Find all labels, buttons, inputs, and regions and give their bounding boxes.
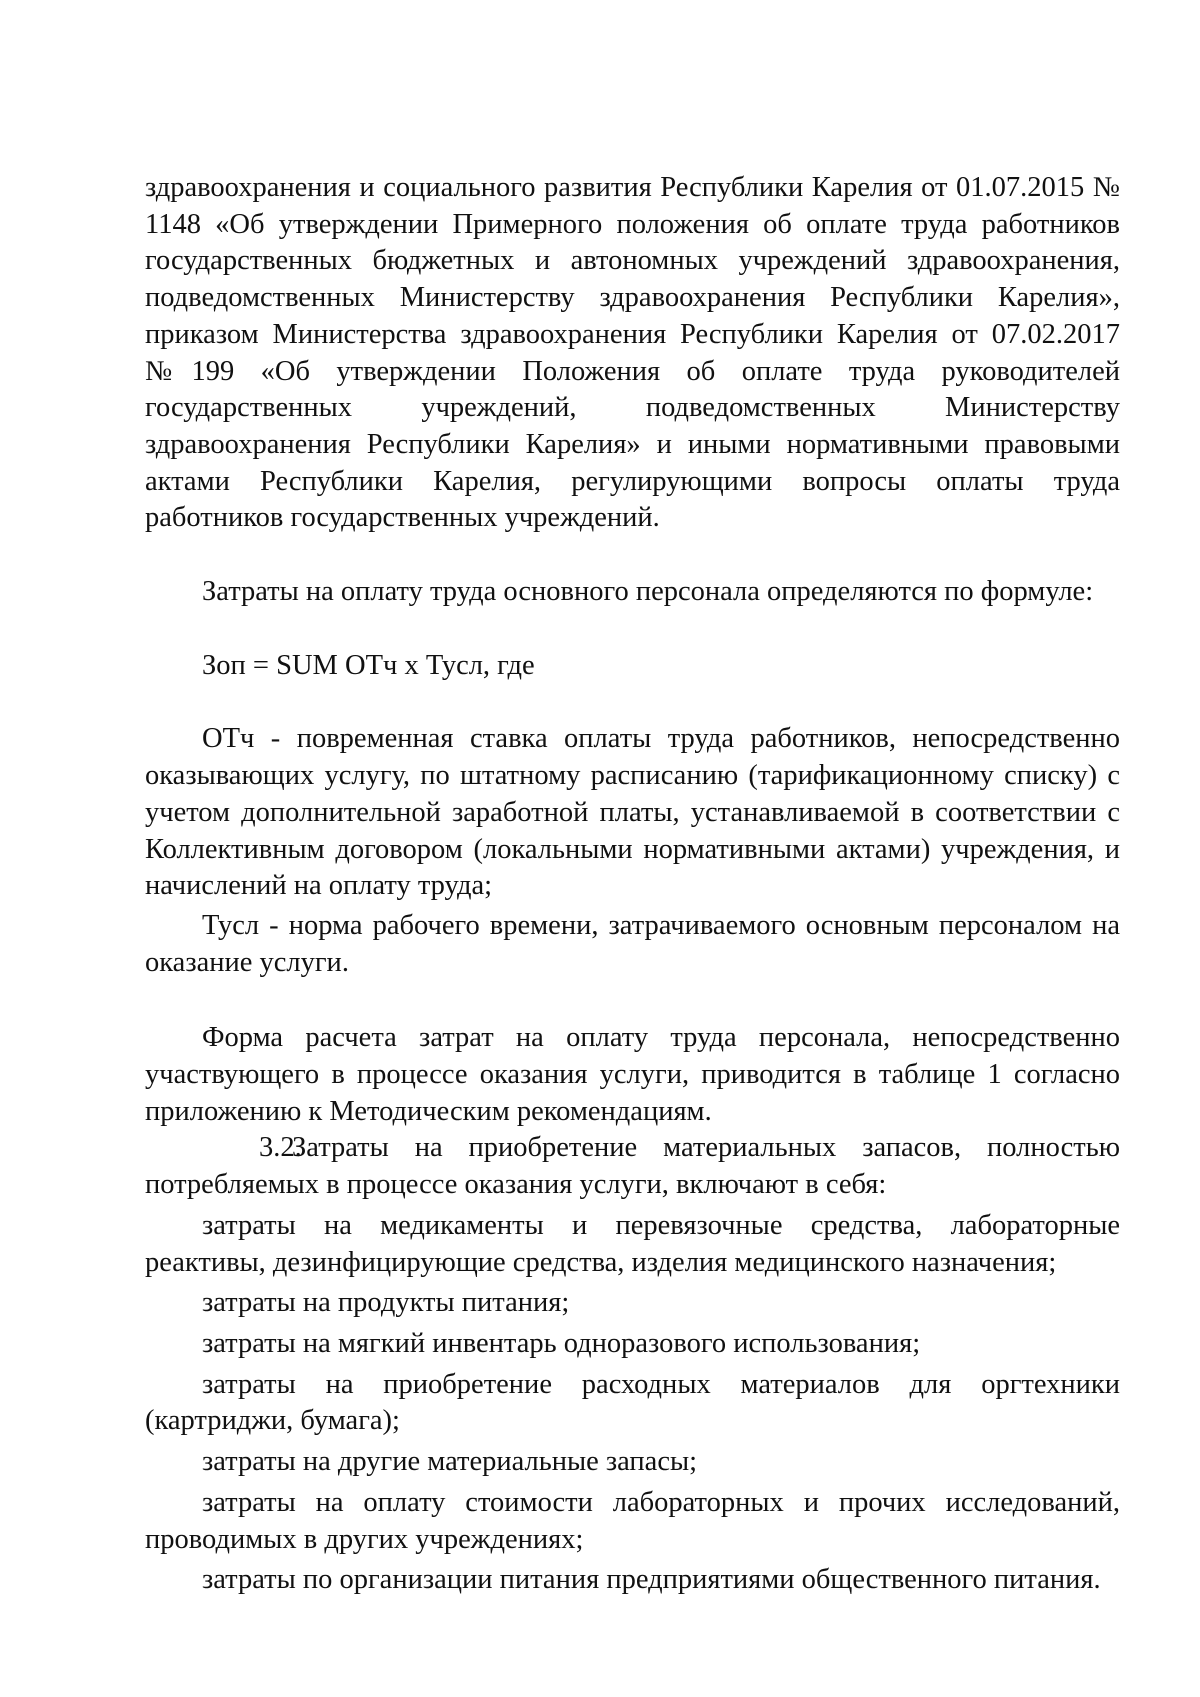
section-number: 3.2. — [259, 1132, 302, 1164]
section-3-2-paragraph — [145, 1130, 1120, 1203]
list-item: затраты на медикаменты и перевязочные средства, лабораторные реактивы, дезинфицирующие средства, изделия медицинского назначения; — [145, 1209, 1120, 1278]
section-3-2-text: Затраты на приобретение материальных запасов, полностью потребляемых в процессе оказания услуги, включают в себя: — [145, 1132, 1120, 1201]
intro-paragraph: здравоохранения и социального развития Республики Карелия от 01.07.2015 № 1148 «Об утверждении Примерного положения об оплате труда работников государственных бюджетных и автономных учреждений здравоохранения, подведомственных Министерству здравоохранения Республики Карелия», приказом Министерства здравоохранения Республики Карелия от 07.02.2017 №199 «Об утверждении Положения об оплате труда руководителей государственных учреждений, подведомственных Министерству здравоохранения Республики Карелия» и иными нормативными правовыми актами Республики Карелия, регулирующими вопросы оплаты труда работников государственных учреждений. — [145, 172, 1120, 534]
list-item: затраты на мягкий инвентарь одноразового использования; — [202, 1327, 921, 1359]
list-item: затраты на приобретение расходных материалов для оргтехники (картриджи, бумага); — [145, 1368, 1120, 1437]
list-item: затраты на другие материальные запасы; — [202, 1446, 698, 1478]
labor-costs-formula: Зоп = SUM ОТч х Тусл, где — [202, 649, 535, 681]
labor-costs-form-note: Форма расчета затрат на оплату труда персонала, непосредственно участвующего в процессе оказания услуги, приводится в таблице 1 согласно приложению к Методическим рекомендациям. — [145, 1022, 1120, 1127]
document-page — [145, 170, 1120, 1599]
list-item: затраты на оплату стоимости лабораторных и прочих исследований, проводимых в других учреждениях; — [145, 1486, 1120, 1555]
formula-term-otch: ОТч - повременная ставка оплаты труда работников, непосредственно оказывающих услугу, по штатному расписанию (тарификационному списку) с учетом дополнительной заработной платы, устанавливаемой в соответствии с Коллективным договором (локальными нормативными актами) учреждения, и начислений на оплату труда; — [145, 723, 1120, 902]
formula-term-tusl: Тусл - норма рабочего времени, затрачиваемого основным персоналом на оказание услуги. — [145, 909, 1120, 978]
list-item: затраты на продукты питания; — [202, 1287, 570, 1319]
list-item: затраты по организации питания предприятиями общественного питания. — [202, 1564, 1101, 1596]
labor-costs-intro: Затраты на оплату труда основного персонала определяются по формуле: — [202, 576, 1094, 608]
